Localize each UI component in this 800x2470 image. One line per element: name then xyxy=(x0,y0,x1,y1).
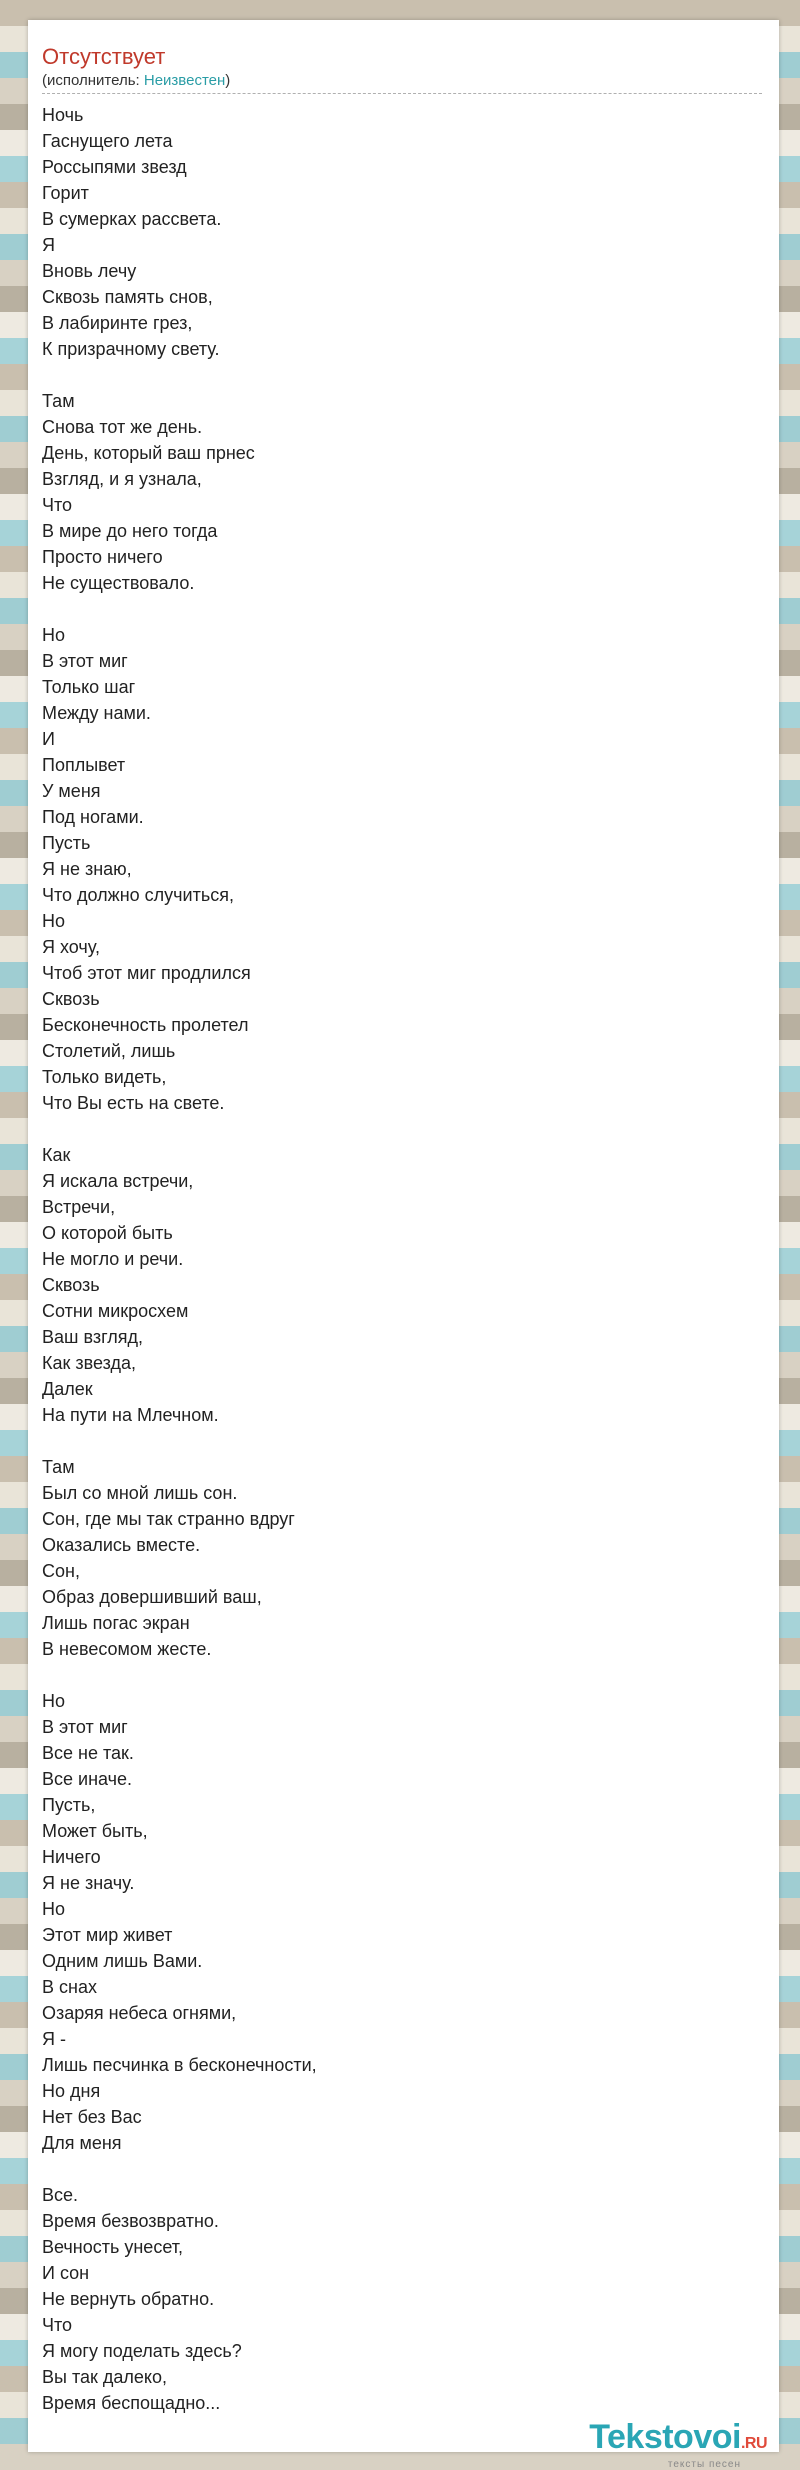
lyric-line: Снова тот же день. xyxy=(42,417,203,437)
stanza-gap xyxy=(42,596,762,622)
lyric-line: Только видеть, xyxy=(42,1067,167,1087)
lyric-line: Поплывет xyxy=(42,755,126,775)
lyric-line: Как звезда, xyxy=(42,1353,136,1373)
lyric-line: День, который ваш прнес xyxy=(42,443,255,463)
title-divider xyxy=(42,93,762,94)
lyric-line: Не вернуть обратно. xyxy=(42,2289,215,2309)
lyric-line: Пусть xyxy=(42,833,91,853)
lyric-line: Я не значу. xyxy=(42,1873,135,1893)
lyric-line: Сквозь память снов, xyxy=(42,287,213,307)
lyric-line: Только шаг xyxy=(42,677,136,697)
lyric-line: Горит xyxy=(42,183,89,203)
lyric-line: В лабиринте грез, xyxy=(42,313,193,333)
artist-line xyxy=(42,72,230,90)
lyric-line: Пусть, xyxy=(42,1795,96,1815)
lyric-line: К призрачному свету. xyxy=(42,339,220,359)
lyric-line: Но дня xyxy=(42,2081,101,2101)
lyric-line: Был со мной лишь сон. xyxy=(42,1483,238,1503)
lyric-line: Встречи, xyxy=(42,1197,116,1217)
lyric-line: Россыпями звезд xyxy=(42,157,187,177)
lyric-line: В снах xyxy=(42,1977,97,1997)
logo-tld: .RU xyxy=(740,2435,767,2452)
lyric-line: Не могло и речи. xyxy=(42,1249,184,1269)
lyric-line: Этот мир живет xyxy=(42,1925,173,1945)
lyric-line: Но xyxy=(42,1691,66,1711)
lyric-line: Чтоб этот миг продлился xyxy=(42,963,251,983)
logo-name: Tekstovoi xyxy=(589,2418,741,2456)
lyric-line: У меня xyxy=(42,781,101,801)
lyric-line: Ваш взгляд, xyxy=(42,1327,143,1347)
stanza-gap xyxy=(42,2156,762,2182)
song-title: Отсутствует xyxy=(42,44,166,69)
lyric-line: В сумерках рассвета. xyxy=(42,209,222,229)
lyric-line: Что xyxy=(42,495,73,515)
lyric-line: Как xyxy=(42,1145,71,1165)
lyric-line: Просто ничего xyxy=(42,547,163,567)
lyric-line: И сон xyxy=(42,2263,90,2283)
lyric-line: Что Вы есть на свете. xyxy=(42,1093,225,1113)
lyric-line: Образ довершивший ваш, xyxy=(42,1587,262,1607)
lyric-line: Что должно случиться, xyxy=(42,885,234,905)
lyric-line: Я - xyxy=(42,2029,66,2049)
lyric-line: Одним лишь Вами. xyxy=(42,1951,203,1971)
lyric-line: Сквозь xyxy=(42,989,100,1009)
lyric-line: Озаряя небеса огнями, xyxy=(42,2003,237,2023)
lyric-line: Вновь лечу xyxy=(42,261,137,281)
lyric-line: В мире до него тогда xyxy=(42,521,218,541)
lyric-line: Но xyxy=(42,1899,66,1919)
lyric-line: Ночь xyxy=(42,105,84,125)
lyric-line: Гаснущего лета xyxy=(42,131,173,151)
lyric-line: Я не знаю, xyxy=(42,859,132,879)
lyric-line: Я искала встречи, xyxy=(42,1171,194,1191)
content-card xyxy=(28,20,779,2470)
lyric-line: Может быть, xyxy=(42,1821,148,1841)
lyric-line: Время беспощадно... xyxy=(42,2393,221,2413)
lyric-line: И xyxy=(42,729,55,749)
stanza-gap xyxy=(42,1428,762,1454)
lyric-line: Нет без Вас xyxy=(42,2107,142,2127)
stanza-gap xyxy=(42,1116,762,1142)
lyric-line: Взгляд, и я узнала, xyxy=(42,469,202,489)
lyric-line: Я xyxy=(42,235,55,255)
lyric-line: Сон, xyxy=(42,1561,80,1581)
lyric-line: О которой быть xyxy=(42,1223,173,1243)
lyric-line: Я могу поделать здесь? xyxy=(42,2341,242,2361)
lyric-line: Все. xyxy=(42,2185,79,2205)
lyric-line: Под ногами. xyxy=(42,807,144,827)
stanza-gap xyxy=(42,362,762,388)
logo-tagline: тексты песен xyxy=(667,2459,741,2470)
lyric-line: Все иначе. xyxy=(42,1769,133,1789)
lyric-line: Лишь погас экран xyxy=(42,1613,190,1633)
lyric-line: Между нами. xyxy=(42,703,151,723)
lyric-line: Вы так далеко, xyxy=(42,2367,167,2387)
lyric-line: Сотни микросхем xyxy=(42,1301,189,1321)
lyric-line: Лишь песчинка в бесконечности, xyxy=(42,2055,317,2075)
site-logo[interactable] xyxy=(589,2420,767,2470)
lyric-line: Все не так. xyxy=(42,1743,134,1763)
lyric-line: Далек xyxy=(42,1379,93,1399)
lyric-line: Там xyxy=(42,391,75,411)
lyric-line: Но xyxy=(42,625,66,645)
lyric-line: Сон, где мы так странно вдруг xyxy=(42,1509,295,1529)
lyric-line: В этот миг xyxy=(42,651,128,671)
artist-prefix: (исполнитель: xyxy=(42,72,144,89)
artist-link[interactable]: Неизвестен xyxy=(143,72,226,89)
lyric-line: В невесомом жесте. xyxy=(42,1639,212,1659)
lyric-line: Но xyxy=(42,911,66,931)
lyric-line: Бесконечность пролетел xyxy=(42,1015,249,1035)
lyric-line: Время безвозвратно. xyxy=(42,2211,219,2231)
lyric-line: Сквозь xyxy=(42,1275,100,1295)
lyric-line: Ничего xyxy=(42,1847,101,1867)
lyric-line: На пути на Млечном. xyxy=(42,1405,219,1425)
lyric-line: Вечность унесет, xyxy=(42,2237,183,2257)
lyric-line: Там xyxy=(42,1457,75,1477)
stanza-gap xyxy=(42,1662,762,1688)
lyric-line: Для меня xyxy=(42,2133,122,2153)
lyric-line: Оказались вместе. xyxy=(42,1535,201,1555)
artist-suffix: ) xyxy=(225,72,231,89)
lyric-line: Что xyxy=(42,2315,73,2335)
lyrics-body xyxy=(42,102,762,2416)
lyric-line: Столетий, лишь xyxy=(42,1041,176,1061)
lyric-line: Не существовало. xyxy=(42,573,195,593)
lyric-line: В этот миг xyxy=(42,1717,128,1737)
lyric-line: Я хочу, xyxy=(42,937,100,957)
